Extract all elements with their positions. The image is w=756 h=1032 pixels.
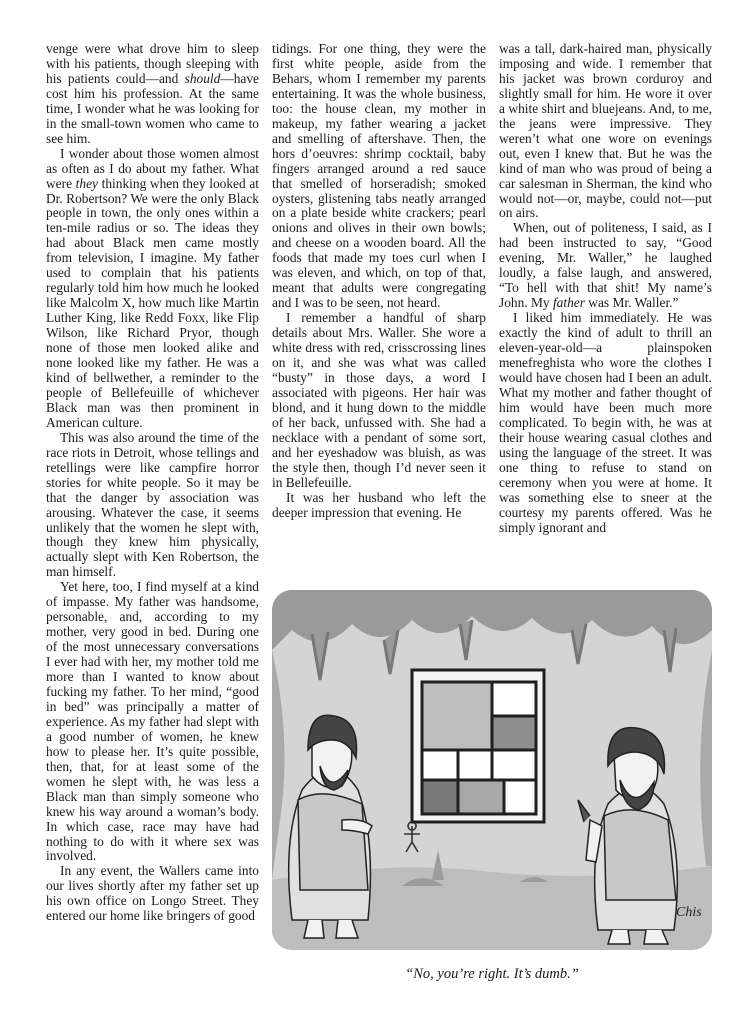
emphasis: should — [184, 70, 221, 86]
caveman-left — [289, 715, 372, 938]
text-run: It was her husband who left the deeper impression that evening. He — [272, 489, 486, 520]
text-run: This was also around the time of the race riots in Detroit, whose tellings and retellings were like campfire horror stories for white people. So it may be that the danger by association was arousing. Whatever the case, it seems unlikely that the women he slept with, though they knew him physically, actually slept with Ken Robertson, the man himself. — [46, 429, 259, 580]
text-run: was Mr. Waller.” — [584, 295, 679, 311]
text-run: I liked him immediately. He was exactly the kind of adult to thrill an eleven-year-old—a plainspoken menefreghista who wore the clothes I would have chosen had I been an adult. What my mother and father thought of him would have been much more complicated. To begin with, he was at their house wearing casual clothes and using the language of the street. It was one thing to refuse to stand on ceremony when you were at home. It was something else to sneer at the courtesy my parents offered. Was he simply ignorant and — [499, 310, 712, 535]
cave-painting-scene — [272, 590, 712, 950]
paragraph — [499, 311, 712, 535]
cartoon-signature: Chis — [676, 905, 702, 920]
text-column-3 — [499, 42, 712, 535]
cave-ceiling — [272, 590, 712, 650]
text-run: In any event, the Wallers came into our lives shortly after my father set up his own office on Longo Street. They entered our home like bringers of good — [46, 863, 259, 924]
cave-wall-right — [700, 650, 712, 866]
paragraph — [272, 311, 486, 490]
text-run: thinking when they looked at Dr. Robertson? We were the only Black people in town, the only ones within a ten-mile radius or so. The ideas they had about Black men came mostly from television, I imagine. My father used to complain that his patients regularly told him how much he looked like Malcolm X, how much like Martin Luther King, like Redd Foxx, like Flip Wilson, like Richard Pryor, though none of those men looked alike and none looked like my father. He was a kind of bellwether, a reminder to the people of Bellefeuille of whichever Black man was then prominent in American culture. — [46, 175, 259, 430]
cartoon-illustration — [272, 590, 712, 950]
emphasis: they — [75, 175, 98, 191]
mondrian-painting — [412, 670, 544, 822]
cave-drawing-figure — [404, 822, 420, 852]
text-run: —have cost him his profession. At the same time, I wonder what he was looking for in the small-town women who came to see him. — [46, 70, 259, 146]
paragraph — [499, 42, 712, 221]
text-run: was a tall, dark-haired man, physically imposing and wide. I remember that his jacket was brown corduroy and slightly small for him. He wore it over a white shirt and bluejeans. And, to me, the jeans were impressive. They weren’t what one wore on evenings out, even I knew that. But he was the kind of man who was proud of being a car salesman in Sherman, the kind who would not—or, maybe, could not—put on airs. — [499, 41, 712, 221]
text-column-1 — [46, 42, 259, 924]
text-run: When, out of politeness, I said, as I had been instructed to say, “Good evening, Mr. Waller,” he laughed loudly, a false laugh, and answered, “To hell with that shit! My name’s John. My — [499, 220, 712, 311]
cave-wall-left — [272, 650, 285, 880]
paragraph — [272, 42, 486, 311]
paragraph — [46, 580, 259, 864]
paragraph — [46, 431, 259, 581]
paragraph — [46, 147, 259, 431]
text-run: I wonder about those women almost as often as I do about my father. What were — [46, 145, 259, 191]
text-run: tidings. For one thing, they were the first white people, aside from the Behars, whom I remember my parents entertaining. It was the whole business, too: the house clean, my mother in makeup, my father wearing a jacket and smelling of aftershave. Then, the hors d’oeuvres: shrimp cocktail, baby fingers arranged around a red sauce that smelled of horseradish; smoked oysters, glistening tabs neatly arranged on a plate beside white crackers; pearl onions and olives in their own bowls; and cheese on a wooden board. All the foods that made my toes curl when I was eleven, and which, on top of that, meant that adults were congregating and I was to be seen, not heard. — [272, 41, 486, 311]
text-column-2 — [272, 42, 486, 521]
paragraph — [46, 42, 259, 147]
cartoon-caption: “No, you’re right. It’s dumb.” — [405, 966, 579, 982]
paragraph — [46, 864, 259, 924]
text-run: venge were what drove him to sleep with his patients, though sleeping with his patients could—and — [46, 41, 259, 86]
text-run: I remember a handful of sharp details about Mrs. Waller. She wore a white dress with red, crisscrossing lines on it, and she was what was called “busty” in those days, a word I associated with pigeons. Her hair was blond, and it hung down to the middle of her back, unfussed with. She had a necklace with a pendant of some sort, and her eyeshadow was bluish, as was the style then, though I’d never seen it in Bellefeuille. — [272, 310, 486, 490]
paragraph — [499, 221, 712, 311]
text-run: Yet here, too, I find myself at a kind of impasse. My father was handsome, personable, and, according to my mother, very good in bed. During one of the most unnecessary conversations I ever had with her, my mother told me more than I wanted to know about fucking my father. To her mind, “good in bed” was principally a matter of experience. As my father had slept with a good number of women, he knew how to please her. It’s quite possible, then, that, for at least some of the women he slept with, he was less a Black man than simply someone who knew his way around a woman’s body. In which case, race may have had nothing to do with it where sex was involved. — [46, 579, 259, 864]
emphasis: father — [552, 295, 585, 311]
paragraph — [272, 491, 486, 521]
